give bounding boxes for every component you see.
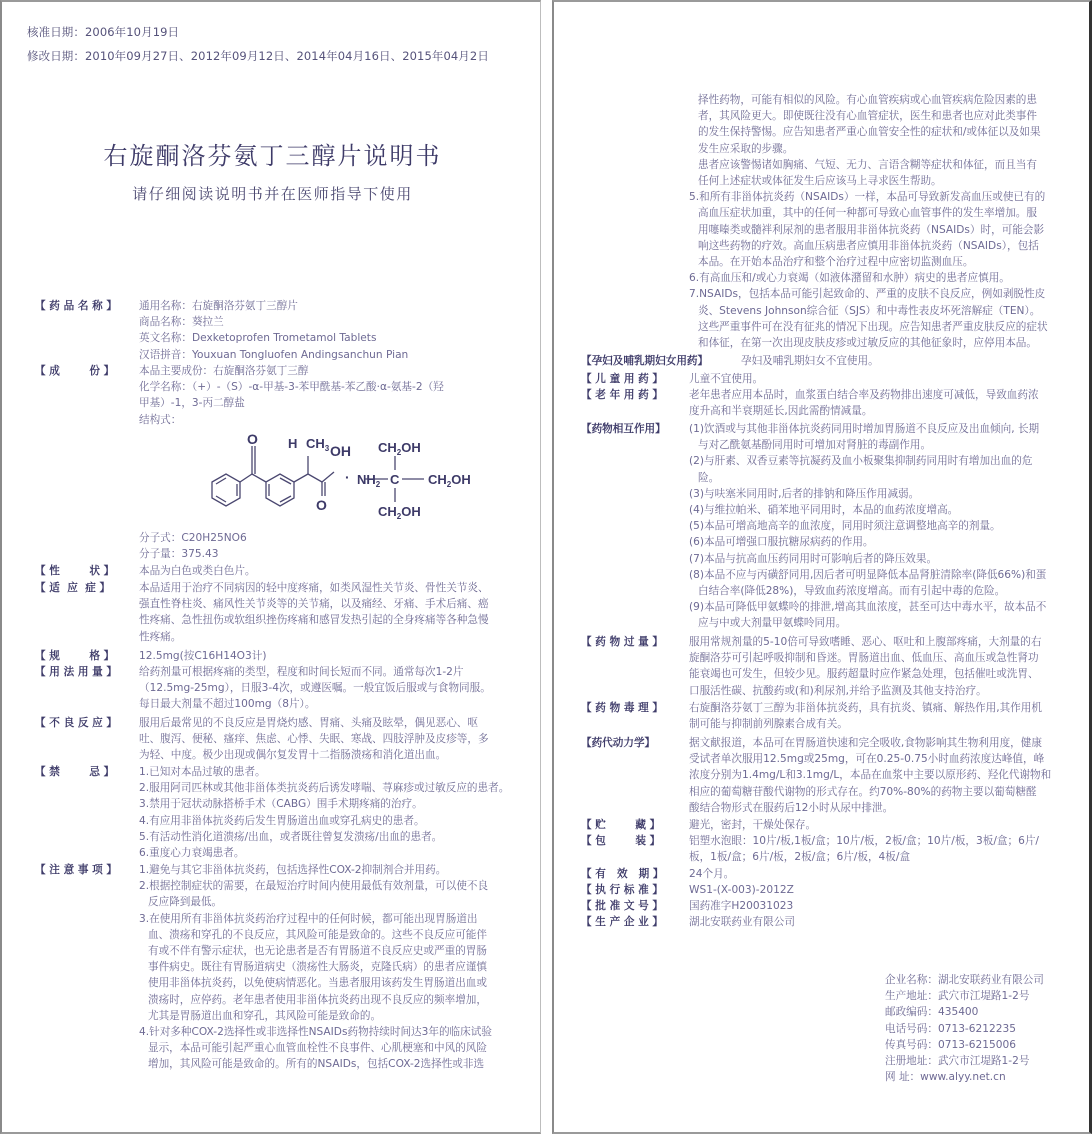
section-approval-number — [689, 898, 1067, 914]
generic-name: 通用名称：右旋酮洛芬氨丁三醇片 — [139, 300, 298, 312]
approval-date: 核准日期：2006年10月19日 — [27, 25, 180, 39]
svg-text:H: H — [288, 436, 298, 451]
list-item-cont: 应与中或大剂量甲氨蝶呤同用。 — [698, 617, 847, 630]
section-label-dosage: 【 用 法 用 量 】 — [35, 666, 118, 678]
text-line: 据文献报道，本品可在胃肠道快速和完全吸收,食物影响其生物利用度，健康 — [689, 737, 1042, 749]
list-item-cont: 有或不伴有警示症状，也无论患者是否有胃肠道不良反应史或严重的胃肠 — [148, 945, 487, 958]
list-item-cont: 事件病史。既往有胃肠道病史（溃疡性大肠炎，克隆氏病）的患者应谨慎 — [148, 961, 487, 974]
section-description — [139, 563, 521, 579]
list-item: (7)本品与抗高血压药同用时可影响后者的降压效果。 — [689, 552, 938, 565]
text-line: 12.5mg(按C16H14O3计) — [139, 650, 267, 662]
section-composition — [139, 363, 521, 428]
svg-text:C: C — [390, 472, 400, 487]
text-line: 性疼痛。 — [139, 630, 182, 643]
list-item: 2.服用阿司匹林或其他非甾体类抗炎药后诱发哮喘、荨麻疹或过敏反应的患者。 — [139, 782, 510, 795]
list-item-cont: 增加，其风险可能是致命的。所有的NSAIDs，包括COX-2选择性或非选 — [148, 1058, 485, 1071]
main-ingredient: 本品主要成份：右旋酮洛芬氨丁三醇 — [139, 365, 309, 377]
svg-text:NH2: $NH_2$ — [357, 472, 381, 489]
text-line: 每日最大剂量不超过100mg（8片）。 — [139, 698, 316, 711]
text-line: 任何上述症状或体征发生后应该马上寻求医生帮助。 — [698, 175, 942, 188]
text-line: 浓度分别为1.4mg/L和3.1mg/L，本品在血浆中主要以原形药、羟化代谢物和 — [689, 769, 1052, 782]
molecular-weight: 分子量：375.43 — [139, 548, 219, 561]
text-line: 发生应采取的步骤。 — [698, 142, 794, 155]
text-line: 择性药物，可能有相似的风险。有心血管疾病或心血管疾病危险因素的患 — [698, 94, 1037, 106]
section-storage — [689, 817, 1067, 833]
section-label-overdose: 【 药 物 过 量 】 — [581, 636, 664, 648]
section-geriatric — [689, 387, 1067, 419]
svg-text:CH2OH: $CH_2OH$ — [378, 504, 421, 521]
section-label-description: 【 性 状 】 — [35, 565, 115, 577]
section-label-interactions: 【药物相互作用】 — [581, 423, 666, 435]
chemical-name: 化学名称：（+）-（S）-α-甲基-3-苯甲酰基-苯乙酸·α-氨基-2（羟 — [139, 381, 444, 394]
text-line: 的发生保持警惕。应告知患者严重心血管安全性的症状和/或体征以及如果 — [698, 126, 1041, 139]
section-toxicology — [689, 700, 1067, 732]
text-line: 炎、Stevens Johnson综合征（SJS）和中毒性表皮坏死溶解症（TEN）。 — [698, 304, 1041, 317]
text-line: 响这些药物的疗效。高血压病患者应慎用非甾体抗炎药（NSAIDs），包括 — [698, 239, 1039, 252]
section-label-precautions: 【 注 意 事 项 】 — [35, 864, 118, 876]
postal-code: 邮政编码：435400 — [885, 1006, 979, 1019]
list-item: 4.有应用非甾体抗炎药后发生胃肠道出血或穿孔病史的患者。 — [139, 814, 425, 827]
text-line: 这些严重事件可在没有征兆的情况下出现。应告知患者严重皮肤反应的症状 — [698, 320, 1048, 333]
molecular-formula: 分子式：C20H25NO6 — [139, 532, 247, 544]
section-interactions — [689, 421, 1067, 632]
text-line: 本品适用于治疗不同病因的轻中度疼痛，如类风湿性关节炎、骨性关节炎、 — [139, 582, 489, 594]
text-line: 口服活性碳、抗酸药或(和)利尿剂,并给予监测及其他支持治疗。 — [689, 684, 987, 697]
list-item: 1.已知对本品过敏的患者。 — [139, 766, 266, 778]
text-line: 湖北安联药业有限公司 — [689, 916, 795, 928]
list-item: 5.有活动性消化道溃疡/出血，或者既往曾复发溃疡/出血的患者。 — [139, 830, 443, 843]
svg-text:CH2OH: $CH_2OH$ — [428, 472, 471, 489]
section-label-approval-number: 【 批 准 文 号 】 — [581, 900, 664, 912]
section-adverse-reactions — [139, 715, 521, 764]
section-contraindications — [139, 764, 521, 861]
text-line: 服用后最常见的不良反应是胃烧灼感、胃痛、头痛及眩晕，偶见恶心、呕 — [139, 717, 478, 729]
section-label-specification: 【 规 格 】 — [35, 650, 115, 662]
list-item: 6.有高血压和/或心力衰竭（如液体潴留和水肿）病史的患者应慎用。 — [689, 272, 1010, 285]
section-label-pregnancy: 【孕妇及哺乳期妇女用药】 — [581, 355, 709, 367]
svg-text:CH3: $CH_3$ — [306, 436, 330, 453]
list-item-cont: 反应降到最低。 — [148, 896, 223, 909]
section-label-geriatric: 【 老 年 用 药 】 — [581, 389, 664, 401]
list-item: 2.根据控制症状的需要，在最短治疗时间内使用最低有效剂量，可以使不良 — [139, 880, 489, 893]
text-line: 高血压症状加重，其中的任何一种都可导致心血管事件的发生率增加。服 — [698, 207, 1037, 220]
list-item-cont: 白结合率(降低28%)，导致血药浓度增高。而有引起中毒的危险。 — [698, 585, 1006, 598]
list-item: 4.针对多种COX-2选择性或非选择性NSAIDs药物持续时间达3年的临床试验 — [139, 1026, 492, 1039]
svg-text:·: · — [345, 469, 350, 485]
registered-address: 注册地址：武穴市江堤路1-2号 — [885, 1055, 1030, 1068]
text-line: 儿童不宜使用。 — [689, 373, 764, 385]
section-indications — [139, 580, 521, 645]
section-label-pharmacokinetics: 【药代动力学】 — [581, 737, 656, 749]
text-line: 旋酮洛芬可引起呼吸抑制和昏迷。胃肠道出血、低血压、高血压或急性肾功 — [689, 652, 1039, 665]
chemical-name-cont: 甲基）-1，3-丙二醇盐 — [139, 397, 245, 410]
section-specification — [139, 648, 521, 664]
section-label-pediatric: 【 儿 童 用 药 】 — [581, 373, 664, 385]
description-text: 本品为白色或类白色片。 — [139, 565, 256, 577]
list-item: (5)本品可增高地高辛的血浓度，同用时须注意调整地高辛的剂量。 — [689, 520, 1001, 533]
leaflet-page-left — [0, 0, 541, 1134]
pinyin-name: 汉语拼音：Youxuan Tongluofen Andingsanchun Pian — [139, 348, 409, 361]
text-line: 度升高和半衰期延长,因此需酌情减量。 — [689, 405, 873, 418]
chemical-structure-diagram — [202, 426, 502, 526]
text-line: 铝塑水泡眼：10片/板,1板/盒；10片/板，2板/盒；10片/板，3板/盒；6片/ — [689, 835, 1040, 847]
text-line: 相应的葡萄糖苷酸代谢物的形式存在。约70%-80%的药物主要以葡萄糖醛 — [689, 785, 1037, 798]
section-pharmacokinetics — [689, 735, 1067, 816]
section-label-packaging: 【 包 装 】 — [581, 835, 661, 847]
revision-dates: 修改日期：2010年09月27日、2012年09月12日、2014年04月16日、2015年04月2日 — [27, 49, 489, 63]
text-line: 服用常规剂量的5-10倍可导致嗜睡、恶心、呕吐和上腹部疼痛，大剂量的右 — [689, 636, 1042, 648]
text-line: 用噻嗪类或髓袢利尿剂的患者服用非甾体抗炎药（NSAIDs）时，可能会影 — [698, 223, 1045, 236]
section-precautions — [139, 862, 521, 1073]
text-line: 受试者单次服用12.5mg或25mg，可在0.25-0.75小时血药浓度达峰值，峰 — [689, 753, 1045, 766]
text-line: WS1-(X-003)-2012Z — [689, 884, 794, 896]
svg-text:O: O — [247, 431, 258, 447]
section-label-composition: 【 成 份 】 — [35, 365, 115, 377]
list-item: (3)与呋塞米同用时,后者的排钠和降压作用减弱。 — [689, 487, 920, 500]
section-pediatric — [689, 371, 1067, 387]
text-line: 患者应该警惕诸如胸痛、气短、无力、言语含糊等症状和体征，而且当有 — [698, 158, 1037, 171]
list-item: 6.重度心力衰竭患者。 — [139, 847, 245, 860]
list-item: (1)饮酒或与其他非甾体抗炎药同用时增加胃肠道不良反应及出血倾向, 长期 — [689, 423, 1040, 435]
list-item: 1.避免与其它非甾体抗炎药，包括选择性COX-2抑制剂合并用药。 — [139, 864, 447, 876]
list-item: 7.NSAIDs，包括本品可能引起致命的、严重的皮肤不良反应，例如剥脱性皮 — [689, 288, 1046, 301]
list-item: (9)本品可降低甲氨蝶呤的排泄,增高其血浓度，甚至可达中毒水平，故本品不 — [689, 601, 1047, 614]
section-label-adverse-reactions: 【 不 良 反 应 】 — [35, 717, 118, 729]
text-line: （12.5mg-25mg），日服3-4次，或遵医嘱。一般宜饭后服或与食物同服。 — [139, 682, 491, 695]
section-label-manufacturer: 【 生 产 企 业 】 — [581, 916, 664, 928]
list-item: (6)本品可增强口服抗糖尿病药的作用。 — [689, 536, 874, 549]
section-shelf-life — [689, 866, 1067, 882]
text-line: 吐、腹泻、便秘、瘙痒、焦虑、心悸、失眠、寒战、四肢浮肿及皮疹等，多 — [139, 733, 489, 746]
svg-text:CH2OH: $CH_2OH$ — [378, 440, 421, 457]
list-item: (8)本品不应与丙磺舒同用,因后者可明显降低本品肾脏清除率(降低66%)和蛋 — [689, 568, 1047, 581]
text-line: 板，1板/盒；6片/板，2板/盒；6片/板，4板/盒 — [689, 851, 911, 864]
document-subtitle: 请仔细阅读说明书并在医师指导下使用 — [132, 185, 413, 203]
text-line: 避光，密封，干燥处保存。 — [689, 819, 817, 831]
section-label-indications: 【 适 应 症 】 — [35, 582, 111, 594]
text-line: 和体征，在第一次出现皮肤皮疹或过敏反应的其他征象时，应停用本品。 — [698, 337, 1037, 350]
list-item-cont: 溃疡时，应停药。老年患者使用非甾体抗炎药出现不良反应的频率增加， — [148, 993, 487, 1006]
section-label-storage: 【 贮 藏 】 — [581, 819, 661, 831]
phone-number: 电话号码：0713-6212235 — [885, 1022, 1016, 1035]
text-line: 能衰竭也可发生，但较少见。服药超量时应作紧急处理，包括催吐或洗胃、 — [689, 668, 1039, 681]
trade-name: 商品名称：葵拉兰 — [139, 316, 224, 329]
section-label-shelf-life: 【 有 效 期 】 — [581, 868, 664, 880]
section-label-contraindications: 【 禁 忌 】 — [35, 766, 115, 778]
section-manufacturer — [689, 914, 1067, 930]
list-item: 3.禁用于冠状动脉搭桥手术（CABG）围手术期疼痛的治疗。 — [139, 798, 423, 811]
list-item: (4)与维拉帕米、硝苯地平同用时，本品的血药浓度增高。 — [689, 504, 959, 517]
svg-text:OH: OH — [330, 443, 351, 459]
text-line: 为轻、中度。极少出现或偶尔复发胃十二指肠溃疡和消化道出血。 — [139, 749, 447, 762]
text-line: 老年患者应用本品时，血浆蛋白结合率及药物排出速度可减低，导致血药浓 — [689, 389, 1039, 401]
section-packaging — [689, 833, 1067, 865]
manufacturer-contact-block — [885, 972, 1044, 1085]
text-line: 右旋酮洛芬氨丁三醇为非甾体抗炎药，具有抗炎、镇痛、解热作用,其作用机 — [689, 702, 1042, 714]
section-precautions-continued — [689, 92, 1067, 351]
list-item-cont: 血、溃疡和穿孔的不良反应，其风险可能是致命的。这些不良反应可能伴 — [148, 928, 487, 941]
english-name: 英文名称：Dexketoprofen Trometamol Tablets — [139, 332, 377, 345]
svg-text:O: O — [316, 497, 327, 513]
structure-label: 结构式： — [139, 413, 182, 426]
list-item-cont: 尤其是胃肠道出血和穿孔，其风险可能是致命的。 — [148, 1009, 382, 1022]
section-label-drug-name: 【 药 品 名 称 】 — [35, 300, 118, 312]
text-line: 24个月。 — [689, 868, 735, 880]
text-line: 本品。在开始本品治疗和整个治疗过程中应密切监测血压。 — [698, 256, 974, 269]
text-line: 给药剂量可根据疼痛的类型，程度和时间长短而不同。通常每次1-2片 — [139, 666, 464, 678]
list-item-cont: 使用非甾体抗炎药，以免使病情恶化。当患者服用该药发生胃肠道出血或 — [148, 977, 487, 990]
molecular-info — [139, 530, 521, 562]
section-dosage — [139, 664, 521, 713]
production-address: 生产地址：武穴市江堤路1-2号 — [885, 990, 1030, 1003]
list-item: 3.在使用所有非甾体抗炎药治疗过程中的任何时候，都可能出现胃肠道出 — [139, 912, 478, 925]
website: 网 址：www.alyy.net.cn — [885, 1071, 1006, 1084]
text-line: 制可能与抑制前列腺素合成有关。 — [689, 718, 848, 731]
text-line: 性疼痛、急性扭伤或软组织挫伤疼痛和感冒发热引起的全身疼痛等各种急慢 — [139, 614, 489, 627]
fax-number: 传真号码：0713-6215006 — [885, 1038, 1016, 1051]
section-overdose — [689, 634, 1067, 699]
section-standard — [689, 882, 1067, 898]
list-item: (2)与肝素、双香豆素等抗凝药及血小板聚集抑制药同用时有增加出血的危 — [689, 455, 1033, 468]
text-line: 者，其风险更大。即使既往没有心血管症状，医生和患者也应对此类事件 — [698, 110, 1037, 123]
list-item-cont: 险。 — [698, 471, 720, 484]
company-name: 企业名称：湖北安联药业有限公司 — [885, 974, 1044, 986]
section-label-standard: 【 执 行 标 准 】 — [581, 884, 664, 896]
section-drug-name — [139, 298, 521, 363]
text-line: 酸结合物形式在服药后12小时从尿中排泄。 — [689, 801, 894, 814]
list-item-cont: 显示，本品可能引起严重心血管血栓性不良事件、心肌梗塞和中风的风险 — [148, 1042, 487, 1055]
list-item-cont: 与对乙酰氨基酚同用时可增加对肾脏的毒副作用。 — [698, 439, 932, 452]
document-title: 右旋酮洛芬氨丁三醇片说明书 — [103, 142, 442, 170]
text-line: 国药准字H20031023 — [689, 900, 794, 912]
list-item: 5.和所有非甾体抗炎药（NSAIDs）一样，本品可导致新发高血压或使已有的 — [689, 191, 1046, 204]
section-label-toxicology: 【 药 物 毒 理 】 — [581, 702, 664, 714]
text-line: 强直性脊柱炎、痛风性关节炎等的关节痛，以及痛经、牙痛、手术后痛、癌 — [139, 598, 489, 611]
section-pregnancy: 孕妇及哺乳期妇女不宜使用。 — [741, 355, 879, 367]
